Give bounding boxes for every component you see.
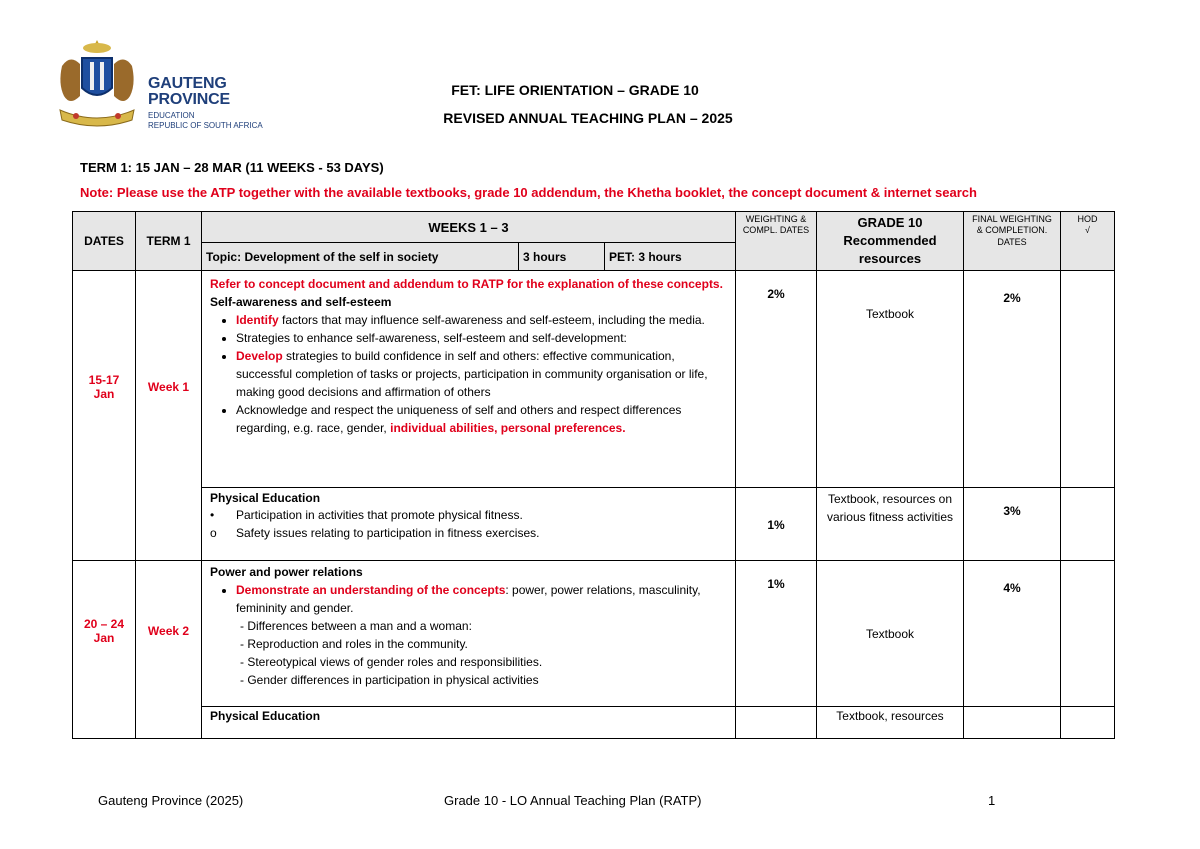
week2-pe-heading: Physical Education (202, 707, 736, 739)
week1-list (210, 311, 727, 437)
week2-content (202, 561, 736, 707)
week1-content (202, 271, 736, 488)
list-item-emphasis: Develop (236, 349, 283, 363)
list-item (236, 311, 727, 329)
week2-pe-final (964, 707, 1061, 739)
page-number: 1 (988, 793, 996, 808)
header-pet: PET: 3 hours (605, 243, 736, 271)
footer-center: Grade 10 - LO Annual Teaching Plan (RATP) (444, 793, 702, 808)
sub-item: - Reproduction and roles in the community. (240, 637, 468, 651)
list-item-emphasis: Demonstrate an understanding of the concepts (236, 583, 506, 597)
list-item-text: Acknowledge and respect the uniqueness of self and others and respect differences regarding, e.g. race, gender, (236, 403, 682, 435)
week1-pe-weight: 1% (736, 488, 817, 561)
list-item-emphasis: Identify (236, 313, 279, 327)
week2-label-text: Week 2 (147, 623, 190, 638)
list-item-text: factors that may influence self-awareness and self-esteem, including the media. (278, 313, 705, 327)
week2-weight: 1% (736, 561, 817, 707)
list-item-emphasis: individual abilities, personal preferences. (390, 421, 626, 435)
list-item (236, 581, 727, 617)
term-heading: TERM 1: 15 JAN – 28 MAR (11 WEEKS - 53 DAYS) (80, 160, 384, 175)
list-item-text: Safety issues relating to participation in fitness exercises. (236, 526, 540, 540)
week1-pe-resource: Textbook, resources on various fitness activities (817, 488, 964, 561)
sub-item: - Differences between a man and a woman: (240, 619, 472, 633)
list-item: • Participation in activities that promote physical fitness. (210, 508, 523, 522)
week1-weight: 2% (736, 271, 817, 488)
header-dates: DATES (73, 212, 136, 271)
week2-label (136, 561, 202, 739)
header-hours: 3 hours (519, 243, 605, 271)
document-subtitle: REVISED ANNUAL TEACHING PLAN – 2025 (443, 110, 733, 126)
week1-dates-text: 15-17 Jan (88, 372, 120, 401)
logo-subtitle-1: EDUCATION (148, 111, 195, 120)
footer-left: Gauteng Province (2025) (98, 793, 244, 808)
logo-subtitle-2: REPUBLIC OF SOUTH AFRICA (148, 121, 263, 130)
list-item: o Safety issues relating to participation in fitness exercises. (210, 526, 540, 540)
teaching-plan-table (72, 211, 1115, 739)
checkmark-icon: √ (1085, 225, 1090, 236)
week2-final: 4% (964, 561, 1061, 707)
week2-pe-hod (1061, 707, 1115, 739)
sub-item: - Stereotypical views of gender roles and responsibilities. (240, 655, 543, 669)
sub-item: - Gender differences in participation in physical activities (240, 673, 539, 687)
list-item-text: : power, power relations, masculinity, femininity and gender. (236, 583, 701, 615)
header-weighting: WEIGHTING & COMPL. DATES (736, 212, 817, 271)
list-item: • Strategies to enhance self-awareness, self-esteem and self-development: (236, 329, 727, 347)
header-topic: Topic: Development of the self in society (202, 243, 519, 271)
week2-pe-weight (736, 707, 817, 739)
week2-resource: Textbook (817, 561, 964, 707)
document-title: FET: LIFE ORIENTATION – GRADE 10 (451, 82, 699, 98)
week2-dates-text: 20 – 24 Jan (83, 616, 125, 645)
week1-label (136, 271, 202, 561)
note-text: Note: Please use the ATP together with the available textbooks, grade 10 addendum, the Khetha booklet, the concept document & internet search (80, 185, 977, 200)
list-item (236, 347, 727, 401)
week1-hod (1061, 271, 1115, 488)
week1-pe-final: 3% (964, 488, 1061, 561)
week1-pe-content (202, 488, 736, 561)
header-term: TERM 1 (136, 212, 202, 271)
logo-title: GAUTENG PROVINCE (148, 75, 230, 108)
week1-pe-hod (1061, 488, 1115, 561)
header-hod (1061, 212, 1115, 271)
list-item (236, 401, 727, 437)
list-item-text: Participation in activities that promote physical fitness. (236, 508, 523, 522)
week1-dates (73, 271, 136, 561)
week1-pe-heading: Physical Education (210, 491, 321, 505)
list-item-text: strategies to build confidence in self and others: effective communication, successful completion of tasks or projects, participation in community organisation or life, making good decisions and affirmation of others (236, 349, 708, 399)
week1-label-text: Week 1 (147, 379, 190, 394)
header-grade-label: GRADE 10 (857, 215, 923, 230)
header-weeks: WEEKS 1 – 3 (202, 212, 736, 243)
week1-final: 2% (964, 271, 1061, 488)
week2-hod (1061, 561, 1115, 707)
header-hod-label: HOD (1077, 214, 1098, 224)
header-recommended: Recommended resources (843, 233, 937, 266)
week1-intro: Refer to concept document and addendum to RATP for the explanation of these concepts. (210, 277, 723, 291)
week2-pe-resource: Textbook, resources (817, 707, 964, 739)
week2-dates (73, 561, 136, 739)
header-final: FINAL WEIGHTING & COMPLETION. DATES (964, 212, 1061, 271)
week1-resource: Textbook (817, 271, 964, 488)
week2-list (210, 581, 727, 617)
header-grade (817, 212, 964, 271)
week2-heading: Power and power relations (210, 565, 363, 579)
week1-heading: Self-awareness and self-esteem (210, 295, 392, 309)
